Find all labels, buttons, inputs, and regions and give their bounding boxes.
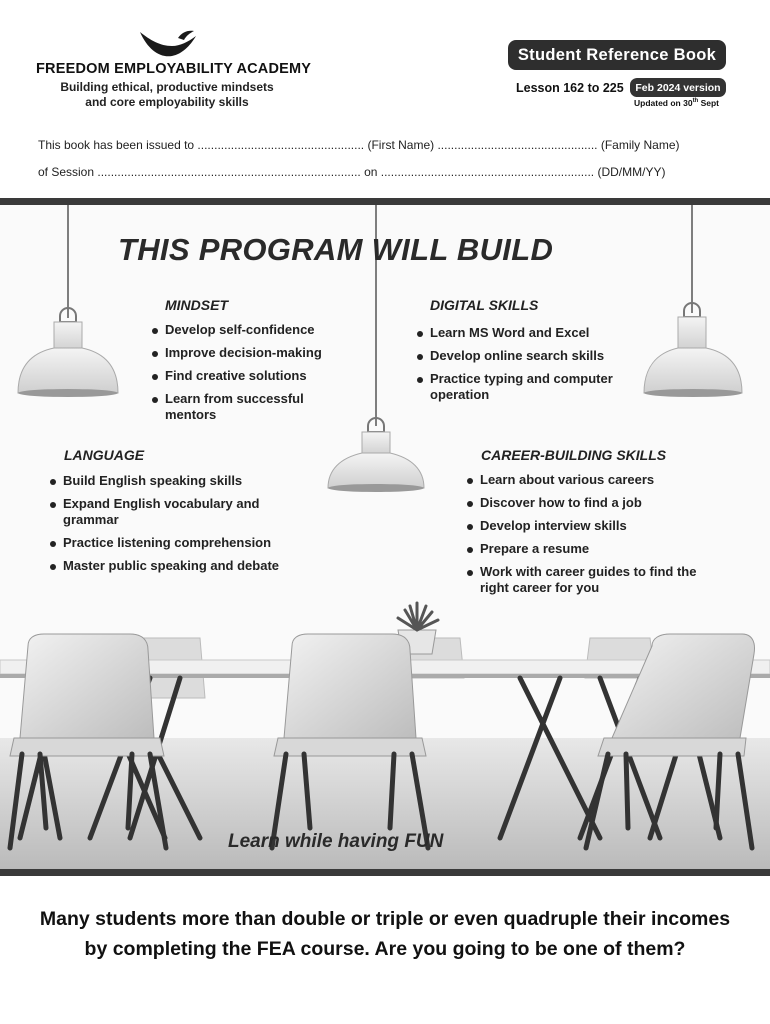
footer-line-1: Many students more than double or triple or even quadruple their incomes (39, 908, 731, 930)
list-item: Develop interview skills (467, 518, 707, 534)
list-item: Improve decision-making (152, 345, 352, 361)
session-line: of Session ............................................................................... on ................................................................ (DD/MM/YY) (38, 165, 666, 179)
digital-skills-list (417, 325, 647, 410)
lesson-range: Lesson 162 to 225 (516, 81, 624, 95)
career-skills-title: CAREER-BUILDING SKILLS (481, 447, 667, 463)
program-heading: THIS PROGRAM WILL BUILD (118, 232, 554, 267)
list-item: Build English speaking skills (50, 473, 310, 489)
mindset-title: MINDSET (165, 297, 228, 313)
list-item: Practice listening comprehension (50, 535, 310, 551)
issued-to-line: This book has been issued to .................................................. (First Name) ................................................ (Family Name) (38, 138, 680, 152)
updated-date (634, 98, 719, 108)
language-title: LANGUAGE (64, 447, 145, 463)
tagline-line-2: and core employability skills (85, 95, 249, 109)
list-item: Expand English vocabulary and grammar (50, 496, 310, 528)
pendant-lamp-icon (18, 308, 118, 397)
version-badge: Feb 2024 version (630, 78, 726, 97)
list-item: Discover how to find a job (467, 495, 707, 511)
list-item: Learn about various careers (467, 472, 707, 488)
book-title-badge: Student Reference Book (508, 40, 726, 70)
footer-message (0, 904, 770, 964)
program-poster (0, 198, 770, 876)
list-item: Practice typing and computer operation (417, 371, 647, 403)
list-item: Learn from successful mentors (152, 391, 352, 423)
org-name: FREEDOM EMPLOYABILITY ACADEMY (36, 61, 312, 77)
pendant-lamp-icon (644, 303, 742, 397)
floor (0, 738, 770, 876)
list-item: Develop online search skills (417, 348, 647, 364)
mindset-list (152, 322, 352, 430)
list-item: Prepare a resume (467, 541, 707, 557)
updated-sup: th (692, 98, 699, 105)
bird-wing-icon (138, 28, 198, 62)
digital-skills-title: DIGITAL SKILLS (430, 297, 539, 313)
list-item: Learn MS Word and Excel (417, 325, 647, 341)
updated-suffix: Sept (698, 98, 720, 108)
footer-line-2: by completing the FEA course. Are you going to be one of them? (84, 938, 686, 960)
career-skills-list (467, 472, 707, 603)
poster-bottom-bar (0, 869, 770, 876)
tagline-line-1: Building ethical, productive mindsets (60, 80, 274, 94)
list-item: Develop self-confidence (152, 322, 352, 338)
updated-prefix: Updated on 30 (634, 98, 693, 108)
org-tagline (36, 80, 298, 110)
list-item: Master public speaking and debate (50, 558, 310, 574)
language-list (50, 473, 310, 581)
header (0, 0, 770, 130)
list-item: Work with career guides to find the right career for you (467, 564, 707, 596)
fun-tagline: Learn while having FUN (228, 831, 444, 852)
list-item: Find creative solutions (152, 368, 352, 384)
